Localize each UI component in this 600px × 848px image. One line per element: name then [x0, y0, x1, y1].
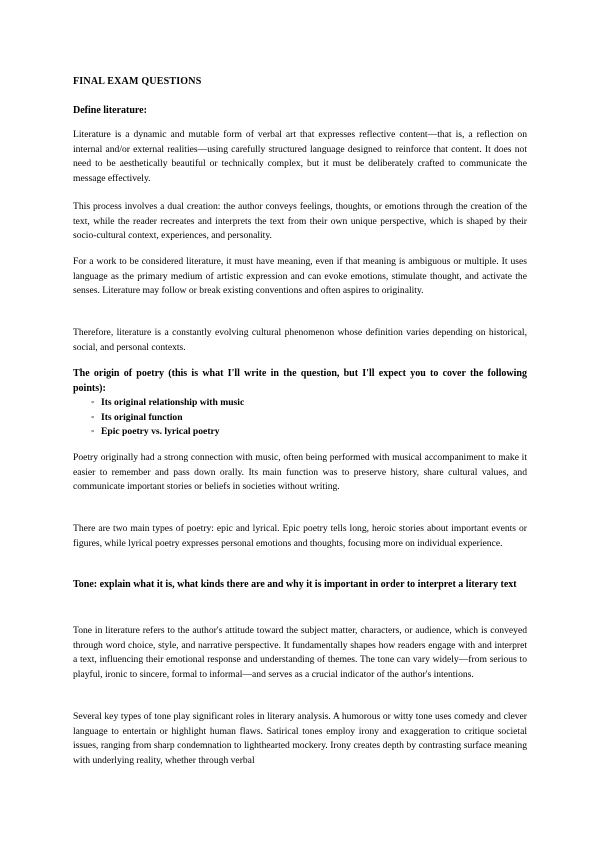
paragraph: Therefore, literature is a constantly evolving cultural phenomenon whose definition varies depending on historical, social, and personal contexts.	[73, 327, 527, 353]
points-list	[91, 396, 244, 440]
list-item	[91, 411, 244, 426]
paragraph: Several key types of tone play significant roles in literary analysis. A humorous or witty tone uses comedy and clever language to entertain or highlight human flaws. Satirical tones employ irony and exaggeration to critique societal issues, ranging from sharp condemnation to lighthearted mockery. Irony creates depth by contrasting surface meaning with underlying reality, whether through verbal	[73, 711, 527, 766]
paragraph: Literature is a dynamic and mutable form of verbal art that expresses reflective content—that is, a reflection on internal and/or external realities—using carefully structured language designed to reinforce that content. It does not need to be aesthetically beautiful or technically complex, but it must be deliberately crafted to communicate the message effectively.	[73, 129, 527, 184]
paragraph: This process involves a dual creation: the author conveys feelings, thoughts, or emotions through the creation of the text, while the reader recreates and interprets the text from their own unique perspective, which is shaped by their socio-cultural context, experiences, and personality.	[73, 201, 527, 241]
bullet-icon: ◦	[91, 426, 95, 437]
list-item-text: Epic poetry vs. lyrical poetry	[101, 426, 220, 437]
paragraph: For a work to be considered literature, it must have meaning, even if that meaning is ambiguous or multiple. It uses language as the primary medium of artistic expression and can evoke emotions, stimulate thought, and activate the senses. Literature may follow or break existing conventions and often aspires to originality.	[73, 256, 527, 296]
bullet-icon: ◦	[91, 397, 95, 408]
list-item-text: Its original function	[101, 411, 183, 423]
document-page	[73, 0, 527, 848]
section-heading-tone: Tone: explain what it is, what kinds there are and why it is important in order to interpret a literary text	[73, 579, 517, 590]
list-item-text: Its original relationship with music	[101, 397, 245, 408]
bullet-icon: ◦	[91, 411, 95, 423]
section-heading-define-literature: Define literature:	[73, 105, 147, 116]
document-title: FINAL EXAM QUESTIONS	[73, 76, 202, 87]
paragraph: Tone in literature refers to the author's attitude toward the subject matter, characters, or audience, which is conveyed through word choice, style, and narrative perspective. It fundamentally shapes how readers engage with and interpret a text, influencing their emotional response and understanding of themes. The tone can vary widely—from serious to playful, ironic to sincere, formal to informal—and serves as a crucial indicator of the author's intentions.	[73, 625, 527, 680]
list-item	[91, 425, 244, 440]
paragraph: Poetry originally had a strong connection with music, often being performed with musical accompaniment to make it easier to remember and pass down orally. Its main function was to preserve history, share cultural values, and communicate important stories or beliefs in societies without writing.	[73, 452, 527, 492]
list-item	[91, 396, 244, 411]
paragraph: There are two main types of poetry: epic and lyrical. Epic poetry tells long, heroic stories about important events or figures, while lyrical poetry expresses personal emotions and thoughts, focusing more on individual experience.	[73, 523, 527, 549]
section-heading-origin-of-poetry: The origin of poetry (this is what I'll write in the question, but I'll expect you to cover the following points):	[73, 368, 527, 394]
